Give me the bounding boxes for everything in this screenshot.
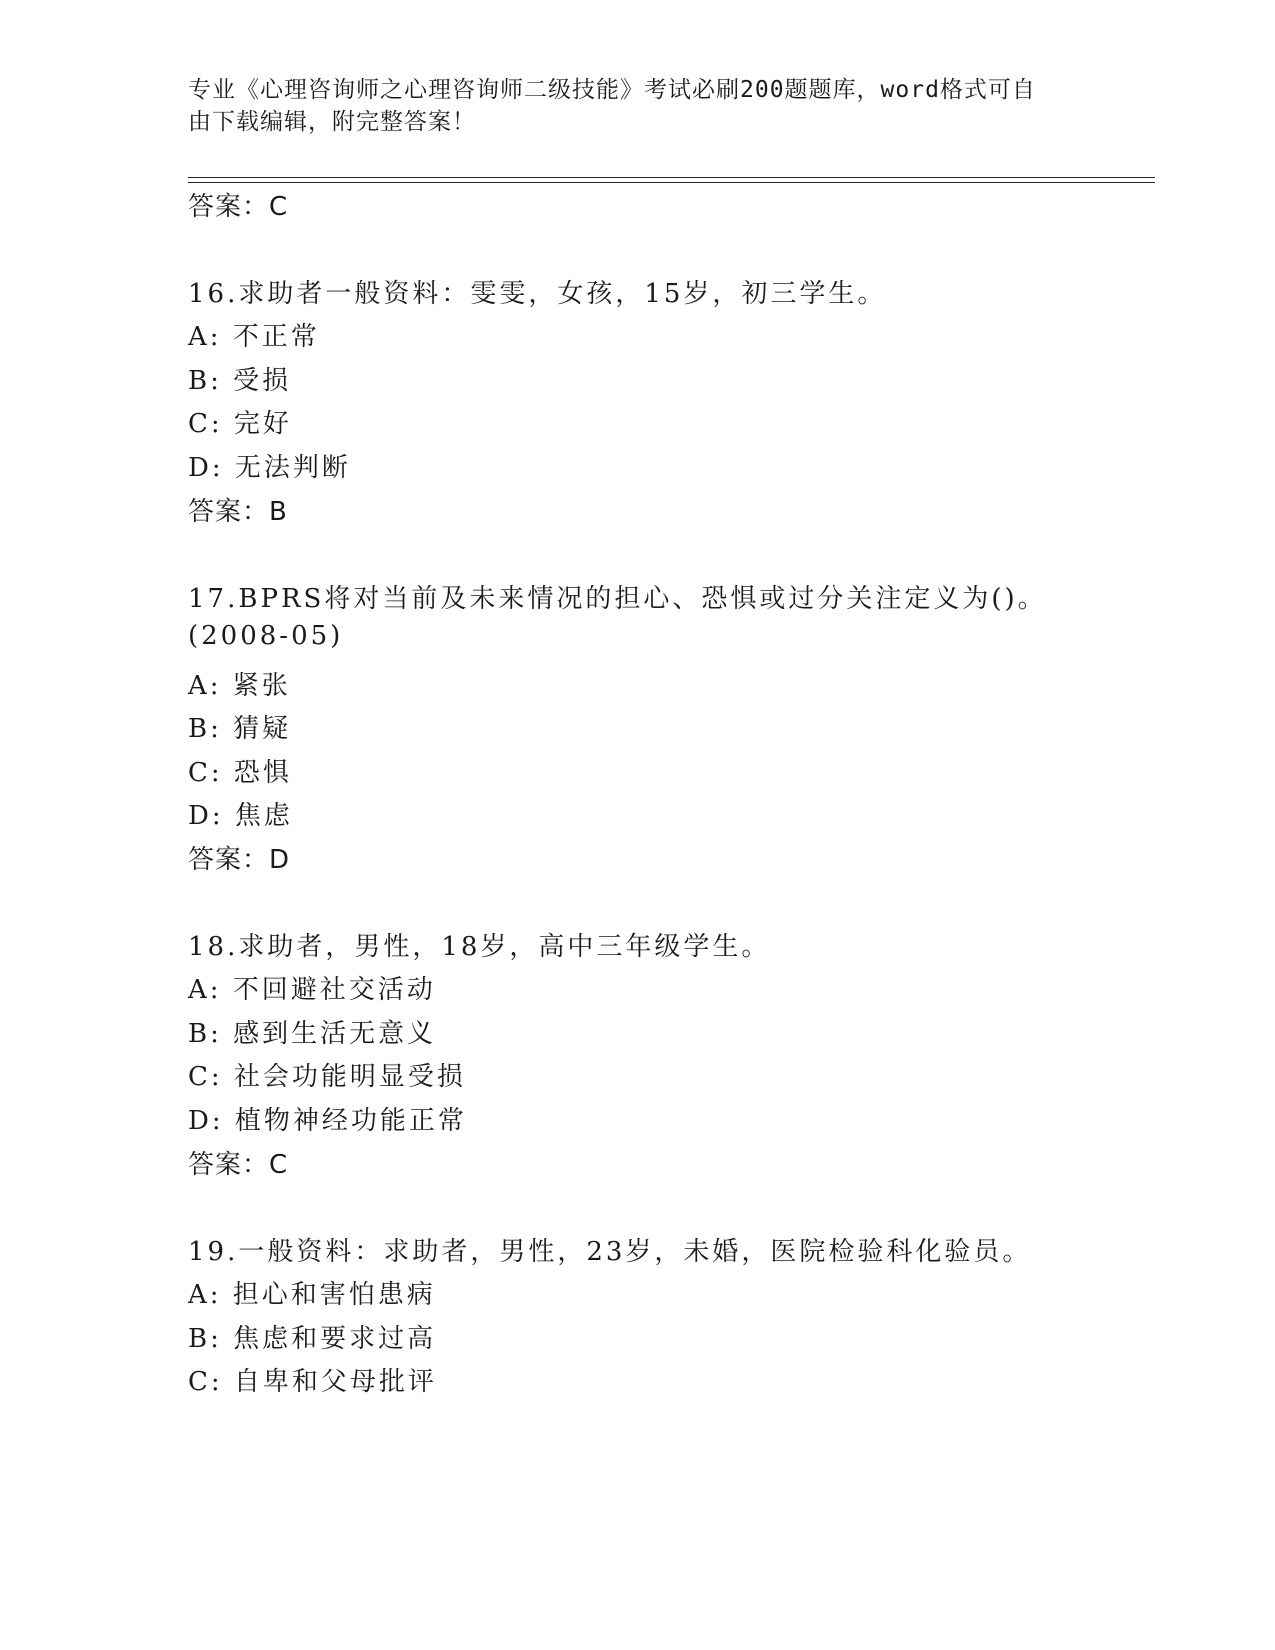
header-divider-bottom <box>188 182 1155 183</box>
question-stem: 17.BPRS将对当前及未来情况的担心、恐惧或过分关注定义为()。 <box>188 584 1047 614</box>
option-d: D: 植物神经功能正常 <box>188 1106 467 1136</box>
option-c: C: 恐惧 <box>188 758 292 788</box>
answer-line: 答案：D <box>188 845 291 875</box>
option-a: A: 不正常 <box>188 322 320 352</box>
option-b: B: 焦虑和要求过高 <box>188 1324 437 1354</box>
question-stem: 19.一般资料：求助者，男性，23岁，未婚，医院检验科化验员。 <box>188 1237 1032 1267</box>
answer-line: 答案：B <box>188 497 288 527</box>
question-stem-continued: (2008-05) <box>188 621 344 651</box>
question-stem: 16.求助者一般资料：雯雯，女孩，15岁，初三学生。 <box>188 279 887 309</box>
option-a: A: 不回避社交活动 <box>188 975 436 1005</box>
option-c: C: 完好 <box>188 409 292 439</box>
question-stem: 18.求助者，男性，18岁，高中三年级学生。 <box>188 932 771 962</box>
option-b: B: 感到生活无意义 <box>188 1019 437 1049</box>
option-c: C: 自卑和父母批评 <box>188 1367 437 1397</box>
option-b: B: 受损 <box>188 366 292 396</box>
option-d: D: 焦虑 <box>188 801 293 831</box>
answer-line: 答案：C <box>188 192 289 222</box>
document-header <box>188 74 1088 138</box>
option-b: B: 猜疑 <box>188 714 292 744</box>
option-a: A: 担心和害怕患病 <box>188 1280 436 1310</box>
option-d: D: 无法判断 <box>188 453 351 483</box>
option-c: C: 社会功能明显受损 <box>188 1062 466 1092</box>
header-line-1: 专业《心理咨询师之心理咨询师二级技能》考试必刷200题题库，word格式可自 <box>188 77 1036 103</box>
option-a: A: 紧张 <box>188 671 291 701</box>
answer-line: 答案：C <box>188 1150 289 1180</box>
header-line-2: 由下载编辑，附完整答案！ <box>188 109 476 135</box>
header-divider-top <box>188 177 1155 178</box>
